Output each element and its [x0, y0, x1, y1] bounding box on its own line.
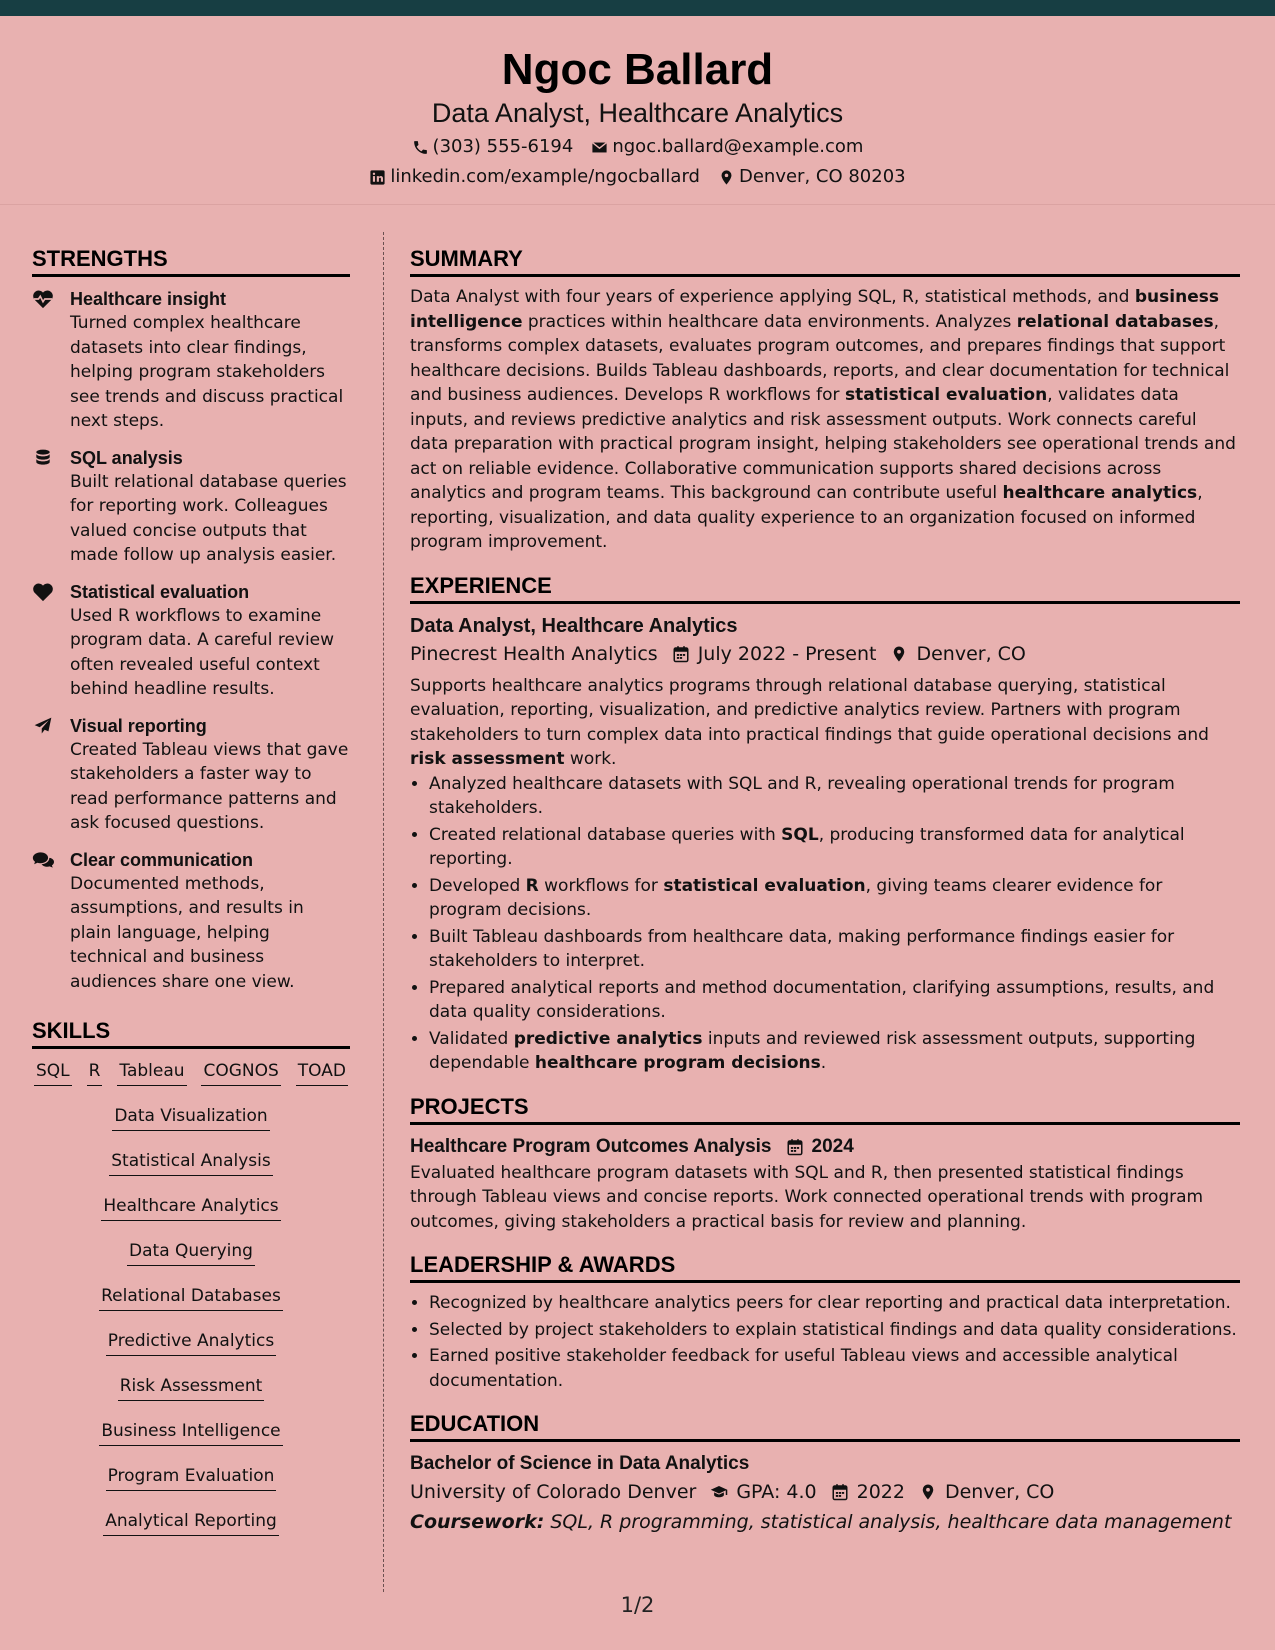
award-item: • Earned positive stakeholder feedback for useful Tableau views and accessible analytical documentation. [429, 1344, 1240, 1393]
column-divider [383, 232, 384, 1592]
linkedin-text: linkedin.com/example/ngocballard [390, 166, 700, 187]
left-column [32, 244, 350, 1536]
school-name: University of Colorado Denver [410, 1481, 697, 1503]
skill-tag: Data Visualization [112, 1104, 269, 1131]
skill-tag: TOAD [296, 1059, 348, 1086]
skill-item [32, 1149, 350, 1176]
education-heading: EDUCATION [410, 1409, 1240, 1442]
strength-item [32, 580, 350, 702]
experience-heading: EXPERIENCE [410, 571, 1240, 604]
bold-text: statistical evaluation [663, 875, 866, 896]
strength-body [70, 714, 350, 836]
text-run: Developed [429, 875, 526, 896]
text-run: , validates data inputs, and reviews predictive analytics and risk assessment outputs. Work connects careful data preparation with practical program insight, helping stakeholders see operational trends and act on reliable evidence. Collaborative communication supports shared decisions across analytics and program teams. This background can contribute useful [410, 385, 1236, 503]
bold-text: relational databases [1016, 311, 1214, 332]
text-run: Analyzed healthcare datasets with SQL and R, revealing operational trends for program stakeholders. [429, 773, 1175, 818]
strength-body [70, 580, 350, 702]
strength-title: SQL analysis [70, 447, 183, 468]
paper-plane-icon [32, 716, 54, 736]
experience-bullet [429, 976, 1240, 1025]
leadership-heading: LEADERSHIP & AWARDS [410, 1250, 1240, 1283]
comments-icon [32, 850, 54, 870]
coursework-text: SQL, R programming, statistical analysis, healthcare data management [550, 1511, 1232, 1533]
skill-item [32, 1464, 350, 1491]
experience-bullet [429, 874, 1240, 923]
email-text: ngoc.ballard@example.com [612, 136, 864, 157]
education-meta [410, 1478, 1240, 1506]
summary-text [410, 285, 1240, 555]
text-run: Created relational database queries with [429, 824, 782, 845]
project-title: Healthcare Program Outcomes Analysis [410, 1135, 772, 1157]
bold-text: healthcare program decisions [534, 1053, 821, 1073]
linkedin-icon [369, 169, 386, 186]
bold-text: business intelligence [410, 287, 1219, 332]
skill-tag: R [87, 1059, 103, 1086]
experience-bullet [429, 772, 1240, 821]
skill-tag: SQL [34, 1059, 72, 1086]
experience-bullet [429, 823, 1240, 872]
company-name: Pinecrest Health Analytics [410, 642, 658, 665]
text-run: , producing transformed data for analytical reporting. [429, 824, 1185, 869]
strengths-heading: STRENGTHS [32, 244, 350, 277]
top-bar [0, 0, 1275, 16]
skills-heading: SKILLS [32, 1016, 350, 1049]
strength-icon-wrap [32, 287, 70, 434]
project-year: 2024 [811, 1135, 854, 1157]
projects-heading: PROJECTS [410, 1092, 1240, 1125]
strength-body [70, 446, 350, 568]
envelope-icon [591, 139, 608, 156]
heart-pulse-icon [32, 289, 54, 309]
text-run: Data Analyst with four years of experience applying SQL, R, statistical methods, and [410, 287, 1135, 307]
text-run: workflows for [538, 875, 664, 896]
skill-item [32, 1284, 350, 1311]
skill-tag: Business Intelligence [99, 1419, 282, 1446]
coursework-label: Coursework: [410, 1511, 545, 1533]
graduation-year: 2022 [856, 1481, 905, 1503]
text-run: , giving teams clearer evidence for program decisions. [429, 875, 1163, 920]
graduation-cap-icon [710, 1483, 728, 1501]
job-intro [410, 674, 1240, 772]
strength-desc: Created Tableau views that gave stakeholders a faster way to read performance patterns and ask focused questions. [70, 739, 349, 833]
strength-body [70, 287, 350, 434]
skills-row [32, 1059, 350, 1086]
strength-desc: Built relational database queries for reporting work. Colleagues valued concise outputs that made follow up analysis easier. [70, 471, 347, 565]
strength-desc: Used R workflows to examine program data. A careful review often revealed useful context behind headline results. [70, 605, 335, 699]
text-run: Prepared analytical reports and method documentation, clarifying assumptions, results, and data quality considerations. [429, 977, 1215, 1022]
award-item: • Selected by project stakeholders to explain statistical findings and data quality considerations. [429, 1318, 1240, 1343]
phone-icon [412, 139, 429, 156]
candidate-title: Data Analyst, Healthcare Analytics [431, 98, 844, 128]
strength-icon-wrap [32, 714, 70, 836]
text-run: . [820, 1053, 827, 1073]
text-run: Built Tableau dashboards from healthcare data, making performance findings easier for stakeholders to interpret. [429, 926, 1175, 971]
strength-item [32, 446, 350, 568]
skill-tag: Relational Databases [99, 1284, 283, 1311]
experience-bullet [429, 1027, 1240, 1076]
strength-desc: Documented methods, assumptions, and results in plain language, helping technical and business audiences share one view. [70, 873, 304, 992]
bold-text: statistical evaluation [844, 385, 1048, 405]
skill-item [32, 1419, 350, 1446]
text-run: , transforms complex datasets, evaluates program outcomes, and prepares findings that support healthcare decisions. Builds Tableau dashboards, reports, and clear documentation for technical and business audiences. Develops R workflows for [410, 311, 1230, 405]
award-item: • Recognized by healthcare analytics peers for clear reporting and practical data interpretation. [429, 1291, 1240, 1316]
map-marker-icon [919, 1483, 937, 1501]
job-location: Denver, CO [916, 642, 1026, 665]
project-title-row [410, 1133, 1240, 1161]
strength-item [32, 848, 350, 995]
text-run: Validated [429, 1028, 514, 1049]
phone-text: (303) 555-6194 [432, 136, 574, 157]
strength-icon-wrap [32, 446, 70, 568]
skill-item [32, 1509, 350, 1536]
strength-title: Healthcare insight [70, 289, 227, 309]
skill-item [32, 1104, 350, 1131]
email-contact[interactable] [591, 135, 863, 159]
job-title: Data Analyst, Healthcare Analytics [410, 614, 738, 637]
leadership-list [410, 1291, 1240, 1393]
calendar-icon [831, 1483, 849, 1501]
location-contact [718, 165, 906, 189]
job-dates: July 2022 - Present [697, 642, 877, 665]
skill-tag: Tableau [117, 1059, 186, 1086]
bold-text: R [525, 875, 539, 896]
location-text: Denver, CO 80203 [738, 166, 906, 187]
skill-tag: Statistical Analysis [109, 1149, 272, 1176]
candidate-name: Ngoc Ballard [501, 45, 774, 94]
strength-desc: Turned complex healthcare datasets into clear findings, helping program stakeholders see trends and discuss practical next steps. [70, 313, 344, 431]
skills-list [32, 1104, 350, 1536]
bold-text: risk assessment [410, 749, 565, 769]
skill-tag: Data Querying [127, 1239, 255, 1266]
summary-heading: SUMMARY [410, 244, 1240, 277]
bold-text: healthcare analytics [1002, 483, 1198, 503]
degree: Bachelor of Science in Data Analytics [410, 1453, 750, 1474]
contact-row-1 [0, 135, 1275, 159]
experience-bullet [429, 925, 1240, 974]
strength-title: Statistical evaluation [70, 581, 250, 602]
map-marker-icon [718, 169, 735, 186]
skill-tag: Risk Assessment [118, 1374, 265, 1401]
job-bullets [410, 772, 1240, 1076]
text-run: Supports healthcare analytics programs through relational database querying, statistical evaluation, reporting, visualization, and predictive analytics review. Partners with program stakeholders to turn complex data into practical findings that guide operational decisions and [410, 675, 1209, 745]
strength-body [70, 848, 350, 995]
calendar-icon [672, 645, 690, 663]
phone-contact[interactable] [412, 135, 574, 159]
skill-tag: Healthcare Analytics [101, 1194, 280, 1221]
header-divider [0, 204, 1275, 205]
skills-area [32, 1059, 350, 1536]
database-icon [32, 448, 54, 468]
contact-row-2 [0, 165, 1275, 189]
skill-tag: Program Evaluation [106, 1464, 277, 1491]
skill-tag: Predictive Analytics [106, 1329, 276, 1356]
right-column [410, 244, 1240, 1536]
bold-text: SQL [781, 824, 819, 845]
strengths-list [32, 287, 350, 994]
strength-item [32, 714, 350, 836]
map-marker-icon [890, 645, 908, 663]
project-desc: Evaluated healthcare program datasets with SQL and R, then presented statistical findings through Tableau views and concise reports. Work connected operational trends with program outcomes, giving stakeholders a practical basis for review and planning. [410, 1162, 1204, 1232]
heart-icon [32, 582, 54, 602]
skill-item [32, 1374, 350, 1401]
skill-item [32, 1194, 350, 1221]
school-location: Denver, CO [944, 1481, 1055, 1503]
strength-title: Clear communication [70, 849, 254, 870]
strength-icon-wrap [32, 848, 70, 995]
gpa: GPA: 4.0 [736, 1481, 817, 1503]
coursework [410, 1508, 1240, 1536]
skill-item [32, 1329, 350, 1356]
text-run: work. [564, 749, 617, 769]
text-run: inputs and reviewed risk assessment outputs, supporting dependable [429, 1028, 1196, 1073]
linkedin-contact[interactable] [369, 165, 700, 189]
skill-item [32, 1239, 350, 1266]
skill-tag: COGNOS [201, 1059, 280, 1086]
strength-title: Visual reporting [70, 715, 207, 736]
resume-header [0, 16, 1275, 204]
text-run: practices within healthcare data environments. Analyzes [522, 311, 1017, 332]
strength-icon-wrap [32, 580, 70, 702]
text-run: , reporting, visualization, and data quality experience to an organization focused on informed program improvement. [410, 483, 1203, 552]
calendar-icon [786, 1138, 804, 1156]
bold-text: predictive analytics [513, 1028, 703, 1049]
strength-item [32, 287, 350, 434]
page-number: 1/2 [620, 1593, 655, 1617]
job-meta [410, 640, 1240, 668]
skill-tag: Analytical Reporting [103, 1509, 279, 1536]
